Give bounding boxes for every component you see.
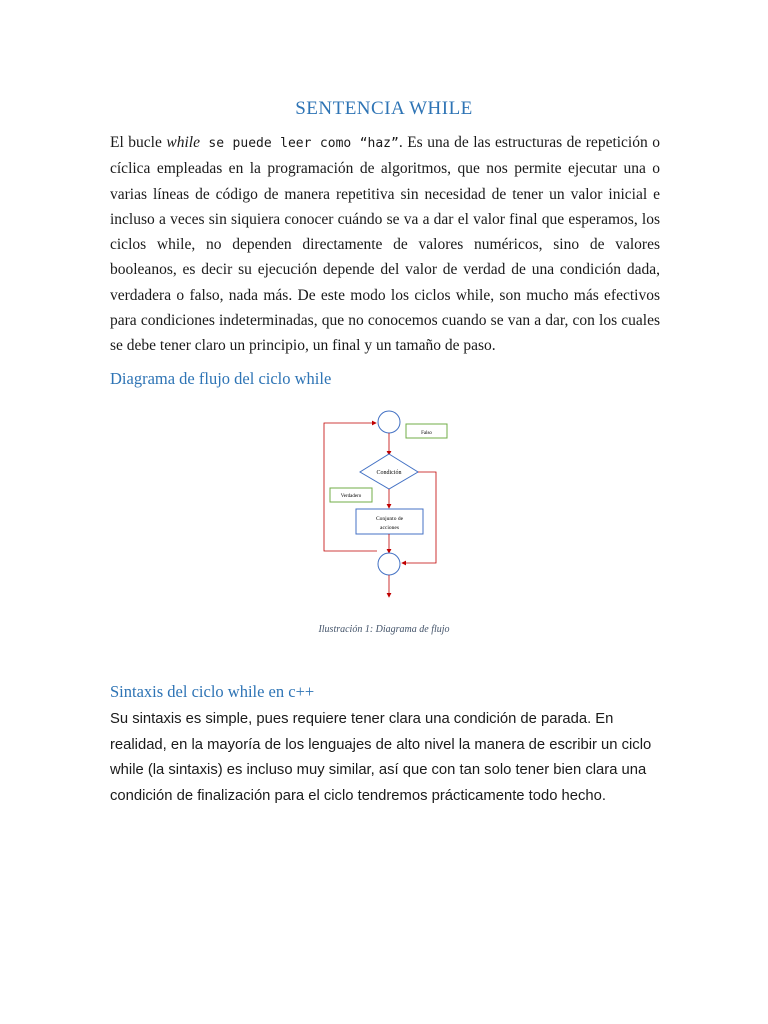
true-label: Verdadero: [340, 494, 362, 499]
flow-diagram-heading: Diagrama de flujo del ciclo while: [110, 369, 332, 388]
syntax-heading: Sintaxis del ciclo while en c++: [110, 682, 315, 701]
end-node: [378, 553, 400, 575]
intro-part2: se puede leer como: [199, 136, 360, 151]
while-keyword: while: [166, 134, 200, 151]
start-node: [378, 411, 400, 433]
figure-caption: Ilustración 1: Diagrama de flujo: [318, 624, 450, 635]
page-title: SENTENCIA WHILE: [295, 98, 473, 119]
intro-part1: El bucle: [110, 134, 167, 151]
intro-paragraph: [110, 130, 660, 359]
actions-label-line2: acciones: [380, 525, 399, 531]
intro-part3: . Es una de las estructuras de repetición o cíclica empleadas en la programación de algoritmos, que nos permite ejecutar una o varias líneas de código de manera repetitiva sin necesidad de tener un valor inicial e incluso a veces sin siquiera conocer cuándo se va a dar el valor final que esperamos, los ciclos while, no dependen directamente de valores numéricos, sino de valores booleanos, es decir su ejecución depende del valor de verdad de una condición dada, verdadera o falso, nada más. De este modo los ciclos while, son mucho más efectivos para condiciones indeterminadas, que no conocemos cuando se van a dar, con los cuales se debe tener claro un principio, un final y un tamaño de paso.: [110, 134, 661, 355]
syntax-paragraph: Su sintaxis es simple, pues requiere tener clara una condición de parada. En realidad, en la mayoría de los lenguajes de alto nivel la manera de escribir un ciclo while (la sintaxis) es incluso muy similar, así que con tan solo tener bien clara una condición de finalización para el ciclo tendremos prácticamente todo hecho.: [110, 711, 652, 804]
actions-label-line1: Conjunto de: [375, 516, 404, 522]
intro-quote: “haz”: [359, 136, 399, 151]
false-label: Falso: [421, 431, 432, 436]
condition-label: Condición: [376, 470, 402, 476]
flowchart-figure: [310, 405, 460, 605]
